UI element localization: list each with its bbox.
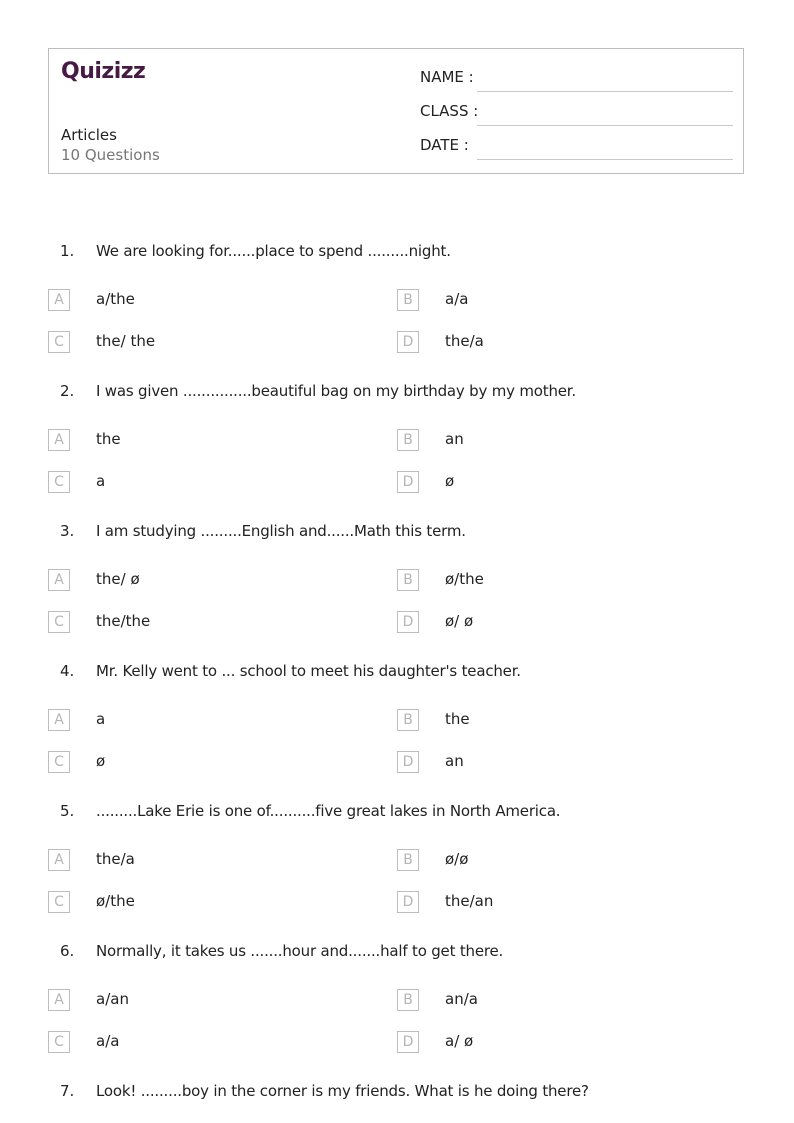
option-letter-box: C <box>48 751 70 773</box>
option-text: a/ ø <box>445 1032 474 1050</box>
option-text: ø/ø <box>445 850 469 868</box>
question-number: 5. <box>60 802 75 820</box>
option-letter-box: D <box>397 331 419 353</box>
quizizz-logo: Quizizz <box>61 59 146 84</box>
option-text: a/an <box>96 990 129 1008</box>
question-text: Look! .........boy in the corner is my friends. What is he doing there? <box>96 1082 589 1100</box>
option-letter-box: B <box>397 849 419 871</box>
option-text: the/an <box>445 892 494 910</box>
option-letter-box: B <box>397 709 419 731</box>
option-letter-box: C <box>48 471 70 493</box>
name-field[interactable] <box>420 68 733 92</box>
question-number: 4. <box>60 662 75 680</box>
option-text: ø/the <box>445 570 484 588</box>
option-letter-box: C <box>48 331 70 353</box>
option-text: an/a <box>445 990 478 1008</box>
option-text: an <box>445 430 464 448</box>
option-letter-box: A <box>48 429 70 451</box>
option-text: ø <box>96 752 106 770</box>
date-field[interactable] <box>420 136 733 160</box>
class-label: CLASS : <box>420 102 479 120</box>
name-line[interactable] <box>477 91 733 92</box>
option-letter-box: B <box>397 989 419 1011</box>
option-text: the/the <box>96 612 151 630</box>
option-letter-box: A <box>48 289 70 311</box>
question-text: Mr. Kelly went to ... school to meet his daughter's teacher. <box>96 662 521 680</box>
option-letter-box: C <box>48 611 70 633</box>
question-number: 3. <box>60 522 75 540</box>
question-number: 6. <box>60 942 75 960</box>
option-letter-box: D <box>397 611 419 633</box>
option-letter-box: A <box>48 709 70 731</box>
date-label: DATE : <box>420 136 469 154</box>
option-text: the/a <box>96 850 135 868</box>
option-text: ø/the <box>96 892 135 910</box>
option-letter-box: A <box>48 989 70 1011</box>
class-line[interactable] <box>477 125 733 126</box>
class-field[interactable] <box>420 102 733 126</box>
name-label: NAME : <box>420 68 474 86</box>
option-text: ø <box>445 472 455 490</box>
option-letter-box: B <box>397 289 419 311</box>
option-text: a/a <box>445 290 469 308</box>
date-line[interactable] <box>477 159 733 160</box>
option-letter-box: A <box>48 569 70 591</box>
option-text: the <box>96 430 121 448</box>
option-text: an <box>445 752 464 770</box>
question-count: 10 Questions <box>61 146 160 164</box>
question-text: Normally, it takes us .......hour and.......half to get there. <box>96 942 504 960</box>
question-number: 7. <box>60 1082 75 1100</box>
option-letter-box: D <box>397 1031 419 1053</box>
option-text: a <box>96 710 106 728</box>
option-letter-box: B <box>397 429 419 451</box>
option-text: a <box>96 472 106 490</box>
question-number: 1. <box>60 242 75 260</box>
option-letter-box: C <box>48 891 70 913</box>
question-text: .........Lake Erie is one of..........five great lakes in North America. <box>96 802 561 820</box>
option-letter-box: A <box>48 849 70 871</box>
option-text: a/a <box>96 1032 120 1050</box>
option-letter-box: D <box>397 751 419 773</box>
option-letter-box: C <box>48 1031 70 1053</box>
worksheet-title: Articles <box>61 126 117 144</box>
option-text: the/a <box>445 332 484 350</box>
option-text: a/the <box>96 290 135 308</box>
question-text: We are looking for......place to spend .........night. <box>96 242 451 260</box>
question-text: I am studying .........English and......Math this term. <box>96 522 466 540</box>
option-text: the <box>445 710 470 728</box>
question-number: 2. <box>60 382 75 400</box>
question-text: I was given ...............beautiful bag on my birthday by my mother. <box>96 382 576 400</box>
option-letter-box: D <box>397 471 419 493</box>
option-letter-box: B <box>397 569 419 591</box>
option-letter-box: D <box>397 891 419 913</box>
worksheet-header <box>48 48 744 174</box>
option-text: ø/ ø <box>445 612 474 630</box>
option-text: the/ the <box>96 332 156 350</box>
option-text: the/ ø <box>96 570 140 588</box>
